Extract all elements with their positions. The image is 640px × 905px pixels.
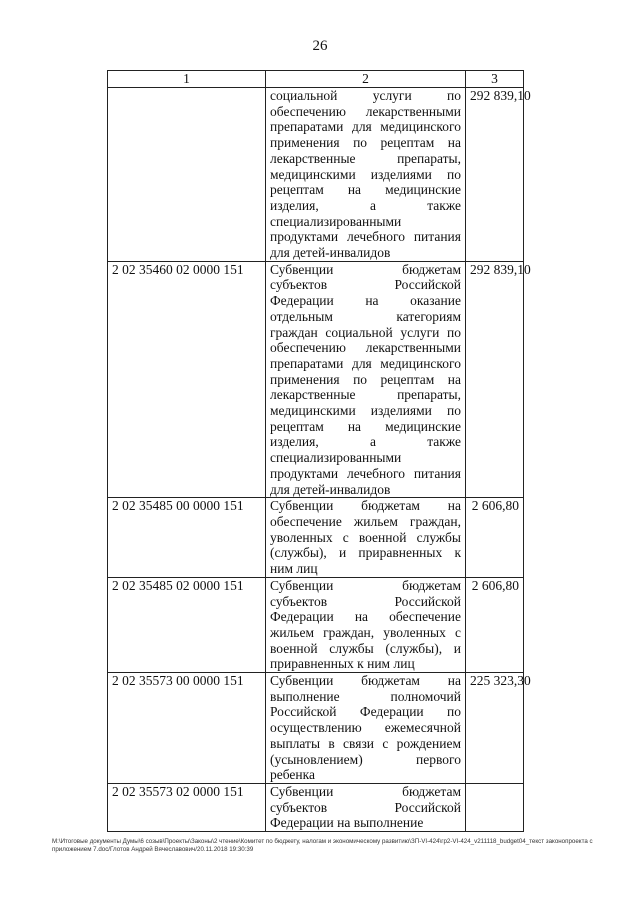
description-line: Субвенции бюджетам xyxy=(270,783,461,799)
description-line: приравненных к ним лиц xyxy=(270,656,415,672)
row-code: 2 02 35573 02 0000 151 xyxy=(108,783,266,831)
description-line: отдельным категориям xyxy=(270,308,461,324)
row-amount xyxy=(466,783,524,831)
description-line: специализированными xyxy=(270,213,402,229)
description-line: Субвенции бюджетам xyxy=(270,577,461,593)
description-line: продуктами лечебного питания xyxy=(270,229,461,245)
description-line: рецептам на медицинские xyxy=(270,418,461,434)
description-line: препаратами для медицинского xyxy=(270,119,461,135)
description-line: Федерации на оказание xyxy=(270,293,461,309)
description-line: ребенка xyxy=(270,767,315,783)
column-header-2: 2 xyxy=(266,71,466,88)
description-line: обеспечение жильем граждан, xyxy=(270,513,461,529)
description-line: субъектов Российской xyxy=(270,277,461,293)
budget-table xyxy=(107,70,531,832)
row-amount: 2 606,80 xyxy=(466,498,524,578)
table-header-row xyxy=(108,71,524,88)
row-amount: 292 839,10 xyxy=(466,88,524,262)
table-row xyxy=(108,783,524,831)
row-description xyxy=(266,577,466,672)
row-amount: 292 839,10 xyxy=(466,261,524,498)
description-line: продуктами лечебного питания xyxy=(270,465,461,481)
description-line: изделия, а также xyxy=(270,197,461,213)
description-line: субъектов Российской xyxy=(270,799,461,815)
description-line: Федерации на обеспечение xyxy=(270,609,461,625)
description-line: Российской Федерации по xyxy=(270,704,461,720)
row-description xyxy=(266,498,466,578)
description-line: военной службы (службы), и xyxy=(270,640,461,656)
page-number: 26 xyxy=(312,38,328,54)
description-line: граждан социальной услуги по xyxy=(270,324,461,340)
description-line: препаратами для медицинского xyxy=(270,355,461,371)
description-line: обеспечению лекарственными xyxy=(270,103,461,119)
description-line: Субвенции бюджетам xyxy=(270,261,461,277)
description-line: лекарственные препараты, xyxy=(270,150,461,166)
description-line: осуществлению ежемесячной xyxy=(270,720,461,736)
description-line: выплаты в связи с рождением xyxy=(270,735,461,751)
description-line: обеспечению лекарственными xyxy=(270,340,461,356)
row-description xyxy=(266,783,466,831)
row-code: 2 02 35460 02 0000 151 xyxy=(108,261,266,498)
table-row xyxy=(108,261,524,498)
row-amount: 225 323,30 xyxy=(466,673,524,784)
description-line: (службы), и приравненных к xyxy=(270,545,461,561)
description-line: применения по рецептам на xyxy=(270,135,461,151)
column-header-3: 3 xyxy=(466,71,524,88)
description-line: Субвенции бюджетам на xyxy=(270,673,461,689)
description-line: изделия, а также xyxy=(270,434,461,450)
description-line: специализированными xyxy=(270,450,402,466)
description-line: медицинскими изделиями по xyxy=(270,166,461,182)
description-line: медицинскими изделиями по xyxy=(270,403,461,419)
table-row xyxy=(108,88,524,262)
description-line: применения по рецептам на xyxy=(270,371,461,387)
description-line: выполнение полномочий xyxy=(270,688,461,704)
row-code xyxy=(108,88,266,262)
description-line: Субвенции бюджетам на xyxy=(270,498,461,514)
description-line: социальной услуги по xyxy=(270,88,461,103)
row-code: 2 02 35573 00 0000 151 xyxy=(108,673,266,784)
description-line: лекарственные препараты, xyxy=(270,387,461,403)
row-description xyxy=(266,673,466,784)
table-row xyxy=(108,673,524,784)
description-line: уволенных с военной службы xyxy=(270,529,461,545)
description-line: субъектов Российской xyxy=(270,593,461,609)
column-header-1: 1 xyxy=(108,71,266,88)
table-row xyxy=(108,577,524,672)
description-line: ним лиц xyxy=(270,561,318,577)
description-line: (усыновлением) первого xyxy=(270,751,461,767)
row-code: 2 02 35485 00 0000 151 xyxy=(108,498,266,578)
description-line: для детей-инвалидов xyxy=(270,481,391,497)
description-line: для детей-инвалидов xyxy=(270,245,391,261)
row-description xyxy=(266,88,466,262)
file-path-footer: M:\Итоговые документы Думы\6 созыв\Проекты\Законы\2 чтение\Комитет по бюджету, налогам и экономическому развитию\ЗП-VI-424\гр2-VI-424_v211118_budget04_текст законопроекта с приложением 7.doc/Глотов Андрей Вячеславович/20.11.2018 19:30:39 xyxy=(52,838,593,853)
description-line: Федерации на выполнение xyxy=(270,815,424,831)
row-code: 2 02 35485 02 0000 151 xyxy=(108,577,266,672)
row-description xyxy=(266,261,466,498)
table-row xyxy=(108,498,524,578)
description-line: рецептам на медицинские xyxy=(270,182,461,198)
row-amount: 2 606,80 xyxy=(466,577,524,672)
description-line: жильем граждан, уволенных с xyxy=(270,624,461,640)
